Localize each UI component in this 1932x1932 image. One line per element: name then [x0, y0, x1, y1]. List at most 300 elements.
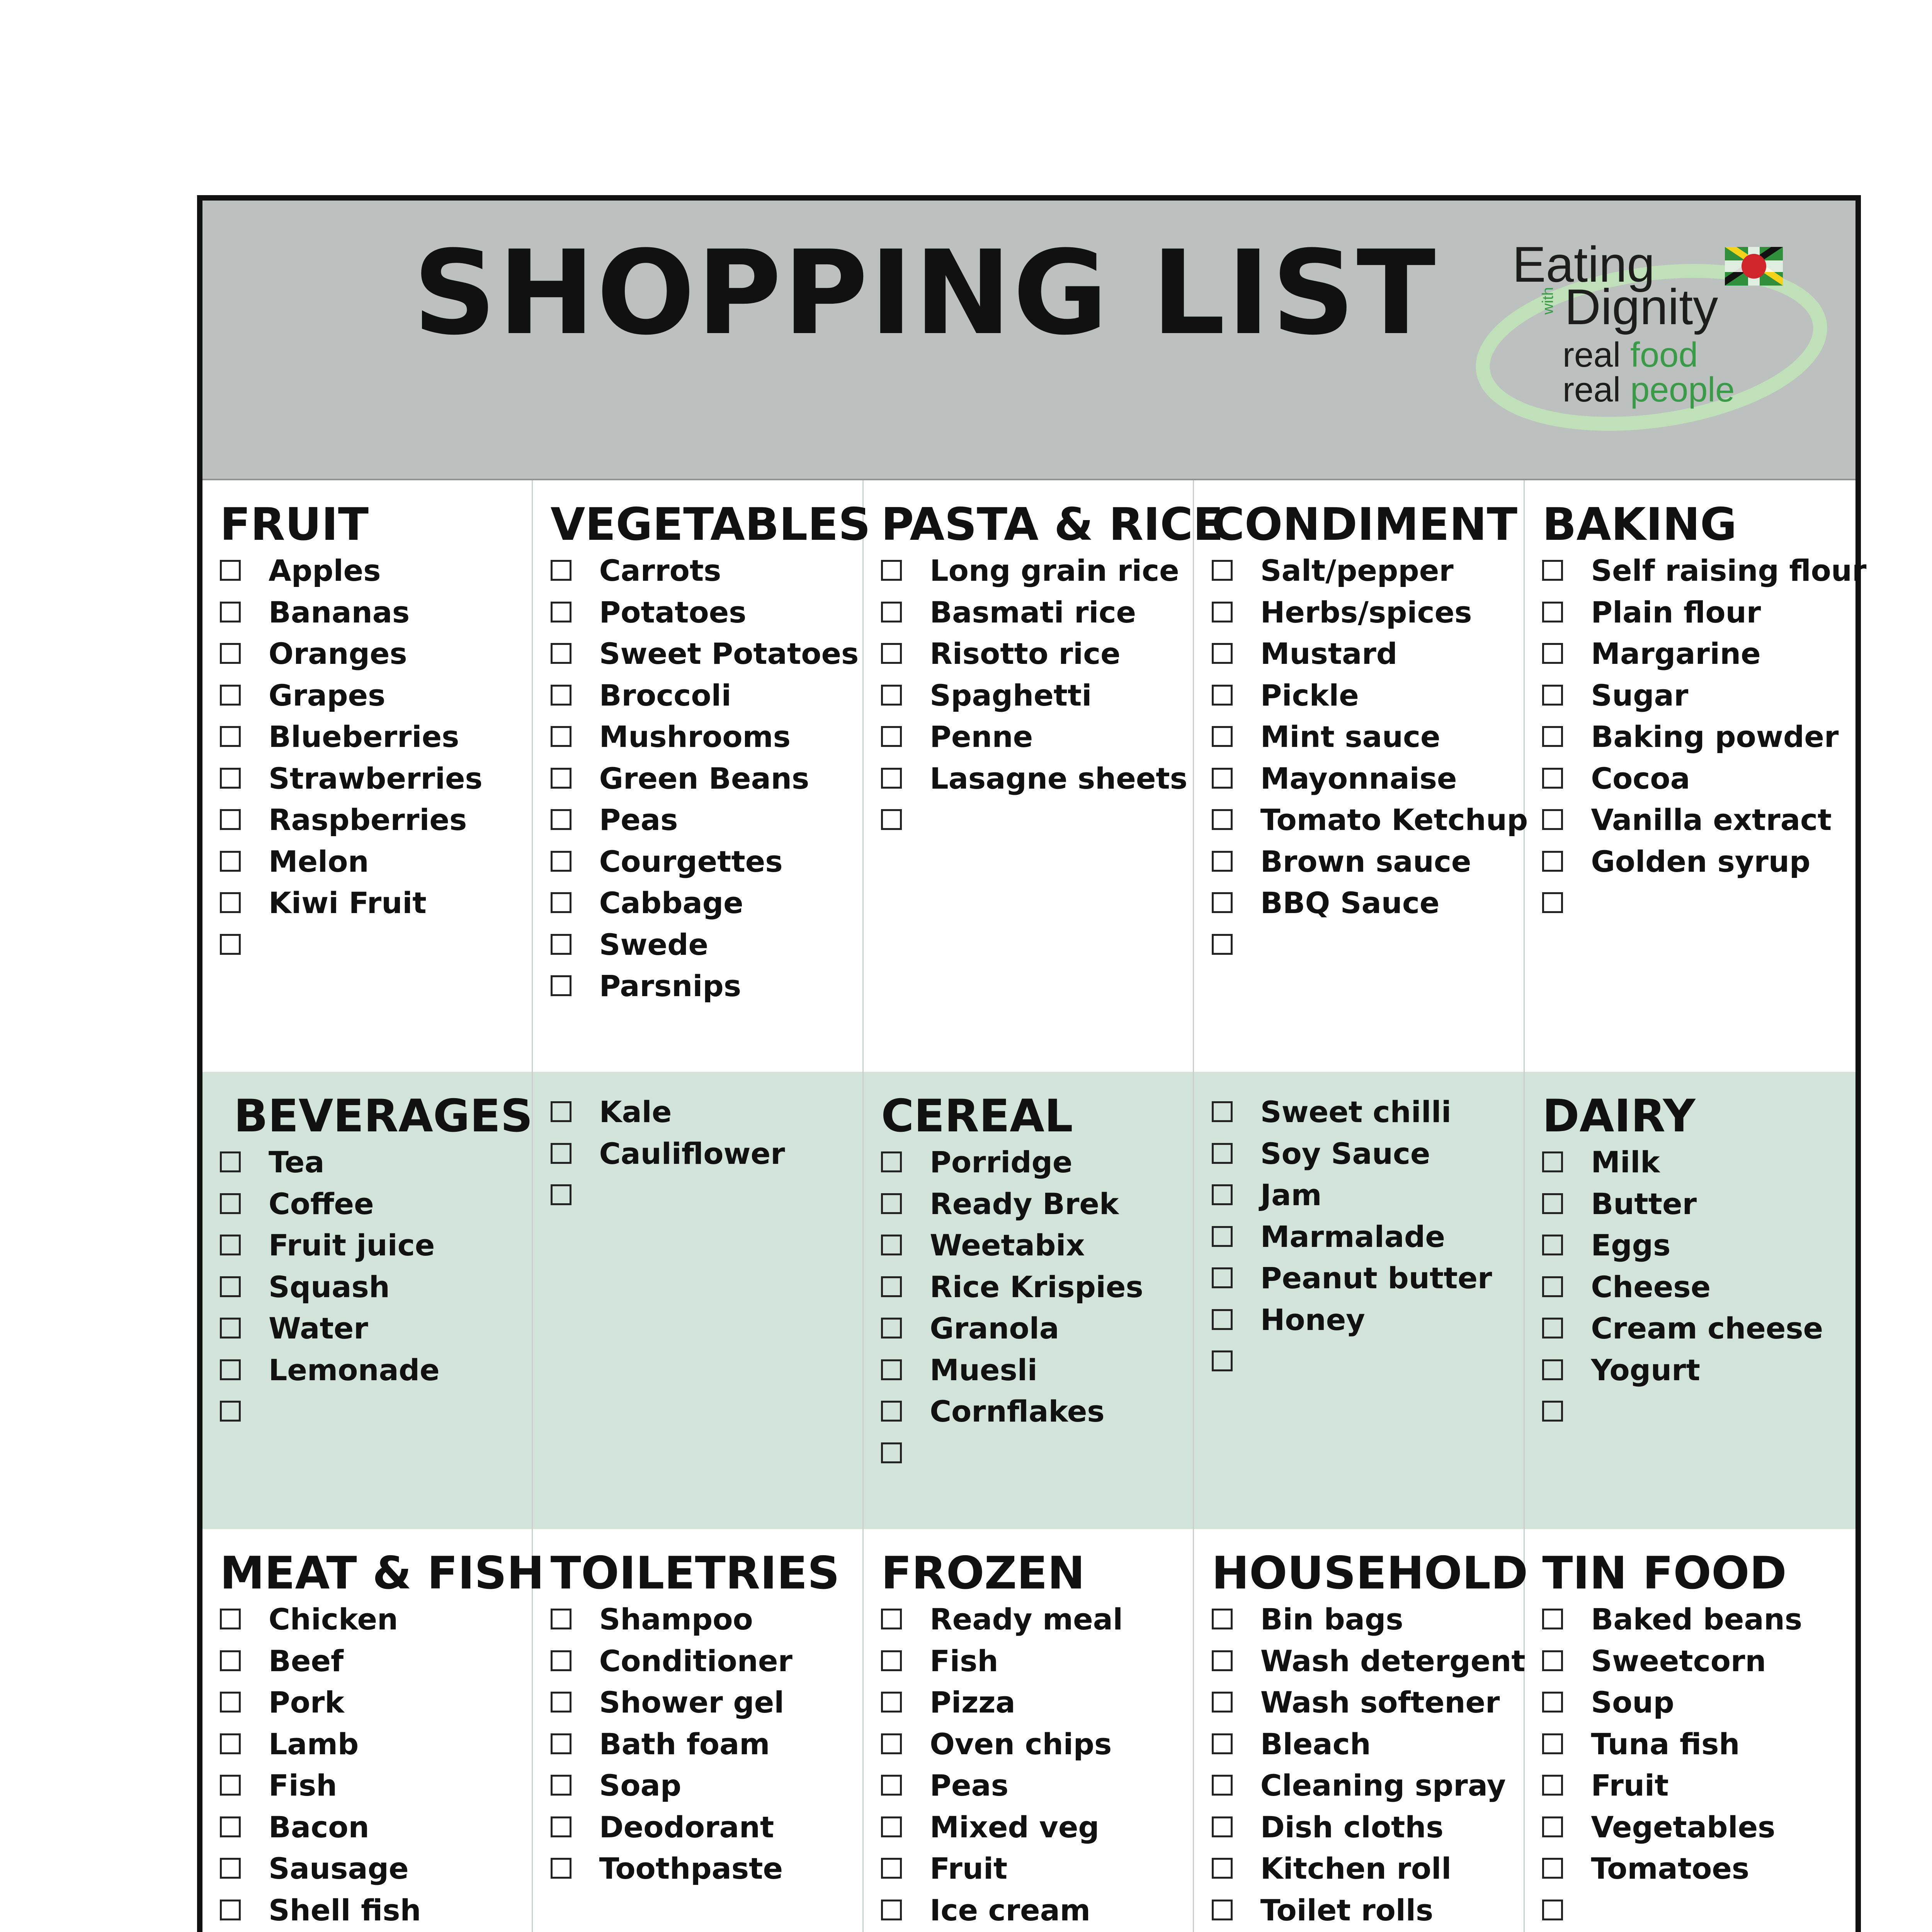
checkbox-icon[interactable] — [881, 1359, 902, 1380]
item-label: Green Beans — [599, 761, 810, 796]
list-item — [881, 592, 1193, 633]
checkbox-icon[interactable] — [551, 1858, 571, 1879]
list-item — [1212, 1765, 1524, 1806]
checkbox-icon[interactable] — [551, 1775, 571, 1796]
page-title: SHOPPING LIST — [413, 226, 1437, 361]
checkbox-icon[interactable] — [551, 975, 571, 996]
list-item — [1212, 675, 1524, 716]
checkbox-icon[interactable] — [881, 1858, 902, 1879]
logo-small-word: with — [1539, 287, 1556, 315]
checkbox-icon[interactable] — [1542, 1858, 1563, 1879]
list-item — [551, 1133, 862, 1175]
item-label: Butter — [1591, 1186, 1697, 1221]
checkbox-icon[interactable] — [551, 1184, 571, 1205]
item-label: Cabbage — [599, 886, 743, 920]
item-label: Baked beans — [1591, 1602, 1803, 1636]
checkbox-icon[interactable] — [1212, 643, 1233, 664]
logo-tagline-2: real people — [1563, 371, 1735, 409]
checkbox-icon[interactable] — [1542, 685, 1563, 706]
list-item — [220, 550, 532, 592]
list-item — [220, 1682, 532, 1723]
list-item — [220, 1848, 532, 1889]
list-item — [881, 675, 1193, 716]
item-label: Lemonade — [269, 1352, 440, 1387]
checkbox-icon[interactable] — [220, 1235, 241, 1255]
checkbox-icon[interactable] — [881, 726, 902, 747]
checkbox-icon[interactable] — [551, 1816, 571, 1837]
checkbox-icon[interactable] — [1542, 1775, 1563, 1796]
list-item — [551, 550, 862, 592]
checkbox-icon[interactable] — [220, 1692, 241, 1713]
category-continued — [1194, 1072, 1525, 1529]
item-label: Tomato Ketchup — [1260, 803, 1528, 837]
item-label: Muesli — [930, 1352, 1037, 1387]
checkbox-icon[interactable] — [881, 1276, 902, 1297]
checkbox-icon[interactable] — [1542, 1401, 1563, 1422]
checkbox-icon[interactable] — [1542, 1151, 1563, 1172]
list-item — [1542, 675, 1855, 716]
item-label: Bleach — [1260, 1726, 1371, 1761]
checkbox-icon[interactable] — [1542, 1276, 1563, 1297]
list-item — [881, 633, 1193, 675]
checkbox-icon[interactable] — [881, 809, 902, 830]
list-item — [881, 1599, 1193, 1640]
list-item — [881, 1141, 1193, 1183]
checkbox-icon[interactable] — [1212, 809, 1233, 830]
list-item — [220, 882, 532, 924]
checkbox-icon[interactable] — [220, 1318, 241, 1338]
item-label: Sweet chilli — [1260, 1095, 1451, 1129]
list-item — [1542, 1308, 1855, 1349]
item-label: Mushrooms — [599, 719, 791, 754]
checkbox-icon[interactable] — [1212, 892, 1233, 913]
checkbox-icon[interactable] — [220, 685, 241, 706]
checkbox-icon[interactable] — [1212, 1101, 1233, 1122]
checkbox-icon[interactable] — [881, 1650, 902, 1671]
list-item — [1542, 633, 1855, 675]
category-dairy — [1525, 1072, 1855, 1529]
list-item — [1542, 592, 1855, 633]
item-label: Bath foam — [599, 1726, 770, 1761]
item-label: Herbs/spices — [1260, 595, 1472, 629]
checkbox-icon[interactable] — [881, 1900, 902, 1920]
checkbox-icon[interactable] — [1212, 1900, 1233, 1920]
item-label: Deodorant — [599, 1810, 774, 1844]
checkbox-icon[interactable] — [1212, 1816, 1233, 1837]
list-item — [551, 1765, 862, 1806]
item-label: Peanut butter — [1260, 1261, 1492, 1295]
item-label: Wash detergent — [1260, 1643, 1526, 1678]
checkbox-icon[interactable] — [1212, 1267, 1233, 1288]
checkbox-icon[interactable] — [551, 1609, 571, 1629]
item-label: Peas — [599, 803, 678, 837]
checkbox-icon[interactable] — [1212, 1775, 1233, 1796]
checkbox-icon[interactable] — [881, 1235, 902, 1255]
item-label: Plain flour — [1591, 595, 1761, 629]
list-item — [220, 758, 532, 799]
checkbox-icon[interactable] — [551, 1692, 571, 1713]
checkbox-icon[interactable] — [1212, 560, 1233, 581]
checkbox-icon[interactable] — [220, 1733, 241, 1754]
checkbox-icon[interactable] — [1212, 851, 1233, 872]
item-label: Cauliflower — [599, 1136, 785, 1171]
list-item — [1542, 799, 1855, 841]
item-label: Ready meal — [930, 1602, 1123, 1636]
item-label: Apples — [269, 553, 381, 588]
list-item — [220, 841, 532, 883]
item-label: Kale — [599, 1095, 672, 1129]
checkbox-icon[interactable] — [881, 1401, 902, 1422]
list-item — [881, 1765, 1193, 1806]
checkbox-icon[interactable] — [220, 602, 241, 622]
checkbox-icon[interactable] — [551, 1143, 571, 1164]
category-title: VEGETABLES — [550, 498, 871, 551]
checkbox-icon[interactable] — [220, 643, 241, 664]
item-label: Grapes — [269, 678, 386, 713]
checkbox-icon[interactable] — [551, 934, 571, 955]
checkbox-icon[interactable] — [881, 1692, 902, 1713]
item-label: Jam — [1260, 1178, 1322, 1212]
checkbox-icon[interactable] — [1212, 1184, 1233, 1205]
item-list — [220, 1599, 532, 1931]
checkbox-icon[interactable] — [1212, 726, 1233, 747]
category-title: TOILETRIES — [550, 1547, 840, 1599]
category-household — [1194, 1529, 1528, 1932]
category-row — [202, 1072, 1855, 1529]
item-label: Broccoli — [599, 678, 731, 713]
item-label: Golden syrup — [1591, 844, 1811, 879]
checkbox-icon[interactable] — [881, 560, 902, 581]
list-item — [220, 716, 532, 758]
list-item — [1542, 841, 1855, 883]
checkbox-icon[interactable] — [1542, 1359, 1563, 1380]
list-item — [220, 675, 532, 716]
list-item — [881, 1266, 1193, 1308]
list-item — [1212, 1806, 1524, 1848]
checkbox-icon[interactable] — [220, 1650, 241, 1671]
item-label: Strawberries — [269, 761, 483, 796]
item-label: Fruit — [930, 1851, 1008, 1886]
item-label: Lamb — [269, 1726, 359, 1761]
checkbox-icon[interactable] — [1542, 1816, 1563, 1837]
item-label: Shampoo — [599, 1602, 753, 1636]
checkbox-icon[interactable] — [1542, 1609, 1563, 1629]
checkbox-icon[interactable] — [881, 1318, 902, 1338]
item-list — [881, 550, 1193, 799]
category-title: DAIRY — [1542, 1090, 1696, 1142]
item-label: Kiwi Fruit — [269, 886, 427, 920]
list-item — [1212, 1723, 1524, 1765]
item-label: Cleaning spray — [1260, 1768, 1506, 1803]
checkbox-icon[interactable] — [220, 726, 241, 747]
list-item — [220, 1765, 532, 1806]
checkbox-icon[interactable] — [1542, 768, 1563, 789]
list-item — [1212, 882, 1524, 924]
item-list — [220, 1141, 532, 1391]
checkbox-icon[interactable] — [1212, 1650, 1233, 1671]
checkbox-icon[interactable] — [1542, 726, 1563, 747]
checkbox-icon[interactable] — [1212, 685, 1233, 706]
list-item — [1212, 1299, 1524, 1341]
list-item — [1542, 1183, 1855, 1225]
checkbox-icon[interactable] — [551, 685, 571, 706]
checkbox-icon[interactable] — [551, 726, 571, 747]
category-title: PASTA & RICE — [881, 498, 1224, 551]
item-label: Margarine — [1591, 636, 1761, 671]
checkbox-icon[interactable] — [881, 643, 902, 664]
item-label: Rice Krispies — [930, 1269, 1143, 1304]
item-label: Penne — [930, 719, 1033, 754]
checkbox-icon[interactable] — [220, 1151, 241, 1172]
item-list — [881, 1141, 1193, 1432]
list-item — [1542, 550, 1867, 592]
checkbox-icon[interactable] — [551, 892, 571, 913]
list-item — [551, 1640, 862, 1682]
item-label: Bacon — [269, 1810, 369, 1844]
checkbox-icon[interactable] — [1542, 1235, 1563, 1255]
checkbox-icon[interactable] — [1542, 1318, 1563, 1338]
checkbox-icon[interactable] — [881, 685, 902, 706]
category-vegetables — [533, 480, 871, 1072]
list-item — [551, 799, 862, 841]
list-item — [1542, 758, 1855, 799]
checkbox-icon[interactable] — [551, 1650, 571, 1671]
category-title: CEREAL — [881, 1090, 1073, 1142]
checkbox-icon[interactable] — [551, 602, 571, 622]
checkbox-icon[interactable] — [1542, 809, 1563, 830]
checkbox-icon[interactable] — [881, 602, 902, 622]
item-label: Milk — [1591, 1145, 1660, 1179]
item-label: Toothpaste — [599, 1851, 783, 1886]
checkbox-icon[interactable] — [220, 1816, 241, 1837]
item-label: Weetabix — [930, 1228, 1085, 1262]
item-label: Tomatoes — [1591, 1851, 1750, 1886]
category-title: BAKING — [1542, 498, 1737, 551]
list-item — [220, 1141, 532, 1183]
checkbox-icon[interactable] — [1212, 1609, 1233, 1629]
category-title: TIN FOOD — [1542, 1547, 1787, 1599]
checkbox-icon[interactable] — [551, 560, 571, 581]
item-label: Carrots — [599, 553, 721, 588]
item-list — [1542, 550, 1867, 882]
list-item — [551, 716, 862, 758]
category-fruit — [202, 480, 533, 1072]
checkbox-icon[interactable] — [1542, 1692, 1563, 1713]
list-item — [551, 1848, 862, 1889]
checkbox-icon[interactable] — [881, 1609, 902, 1629]
checkbox-icon[interactable] — [220, 809, 241, 830]
checkbox-icon[interactable] — [1212, 602, 1233, 622]
item-label: Ice cream — [930, 1893, 1091, 1927]
item-label: Peas — [930, 1768, 1009, 1803]
item-label: Cornflakes — [930, 1394, 1105, 1429]
checkbox-icon[interactable] — [881, 768, 902, 789]
list-item — [1542, 1640, 1855, 1682]
list-item — [1212, 1848, 1524, 1889]
checkbox-icon[interactable] — [1212, 1350, 1233, 1371]
checkbox-icon[interactable] — [220, 1775, 241, 1796]
checkbox-icon[interactable] — [220, 560, 241, 581]
list-item — [551, 1682, 862, 1723]
checkbox-icon[interactable] — [1212, 1309, 1233, 1330]
checkbox-icon[interactable] — [551, 851, 571, 872]
category-row — [202, 480, 1867, 1072]
list-item — [1212, 633, 1524, 675]
shopping-list-sheet — [197, 195, 1867, 1932]
category-row — [202, 1529, 1855, 1932]
item-label: Shower gel — [599, 1685, 784, 1719]
checkbox-icon[interactable] — [881, 1775, 902, 1796]
item-label: Porridge — [930, 1145, 1073, 1179]
checkbox-icon[interactable] — [1212, 768, 1233, 789]
list-item — [1542, 1765, 1855, 1806]
checkbox-icon[interactable] — [1542, 1733, 1563, 1754]
list-item — [881, 1391, 1193, 1432]
checkbox-icon[interactable] — [881, 1442, 902, 1463]
list-item — [1542, 1682, 1855, 1723]
list-item — [1542, 1806, 1855, 1848]
checkbox-icon[interactable] — [220, 1276, 241, 1297]
list-item — [1212, 1216, 1524, 1258]
item-label: Tuna fish — [1591, 1726, 1740, 1761]
list-item — [1212, 592, 1524, 633]
checkbox-icon[interactable] — [881, 1193, 902, 1214]
checkbox-icon[interactable] — [1542, 602, 1563, 622]
checkbox-icon[interactable] — [220, 892, 241, 913]
checkbox-icon[interactable] — [1212, 1733, 1233, 1754]
list-item — [1212, 841, 1524, 883]
list-item — [1542, 716, 1855, 758]
item-label: Fish — [930, 1643, 998, 1678]
item-list — [1542, 1141, 1855, 1391]
checkbox-icon[interactable] — [1212, 1692, 1233, 1713]
item-label: Honey — [1260, 1302, 1365, 1337]
item-label: Mayonnaise — [1260, 761, 1457, 796]
list-item — [220, 799, 532, 841]
checkbox-icon[interactable] — [551, 768, 571, 789]
checkbox-icon[interactable] — [1542, 643, 1563, 664]
list-item — [220, 1349, 532, 1391]
list-item — [220, 592, 532, 633]
checkbox-icon[interactable] — [220, 934, 241, 955]
category-meat-fish — [202, 1529, 544, 1932]
checkbox-icon[interactable] — [1542, 1900, 1563, 1920]
checkbox-icon[interactable] — [220, 768, 241, 789]
item-label: Melon — [269, 844, 369, 879]
checkbox-icon[interactable] — [881, 1733, 902, 1754]
list-item — [1542, 1266, 1855, 1308]
list-item — [1212, 550, 1524, 592]
item-label: Risotto rice — [930, 636, 1121, 671]
checkbox-icon[interactable] — [1542, 560, 1563, 581]
category-pasta-rice — [864, 480, 1224, 1072]
item-label: Soap — [599, 1768, 682, 1803]
checkbox-icon[interactable] — [1542, 851, 1563, 872]
item-label: Water — [269, 1311, 368, 1345]
checkbox-icon[interactable] — [1542, 892, 1563, 913]
list-item — [551, 675, 862, 716]
item-label: Coffee — [269, 1186, 374, 1221]
checkbox-icon[interactable] — [1212, 1858, 1233, 1879]
checkbox-icon[interactable] — [220, 1609, 241, 1629]
list-item — [881, 1225, 1193, 1266]
list-item — [1212, 1133, 1524, 1175]
list-item — [881, 1848, 1193, 1889]
checkbox-icon[interactable] — [220, 851, 241, 872]
category-baking — [1525, 480, 1867, 1072]
item-label: Cocoa — [1591, 761, 1690, 796]
item-label: Fish — [269, 1768, 337, 1803]
list-item — [1212, 758, 1524, 799]
checkbox-icon[interactable] — [1212, 1226, 1233, 1247]
checkbox-icon[interactable] — [881, 1151, 902, 1172]
item-label: Parsnips — [599, 969, 742, 1003]
category-condiment — [1194, 480, 1528, 1072]
checkbox-icon[interactable] — [220, 1401, 241, 1422]
list-item — [220, 1225, 532, 1266]
item-label: Baking powder — [1591, 719, 1839, 754]
list-item — [220, 633, 532, 675]
list-item — [881, 1889, 1193, 1931]
item-label: Salt/pepper — [1260, 553, 1454, 588]
item-label: Soup — [1591, 1685, 1674, 1719]
item-label: Granola — [930, 1311, 1059, 1345]
checkbox-icon[interactable] — [220, 1359, 241, 1380]
list-item — [551, 633, 862, 675]
checkbox-icon[interactable] — [220, 1193, 241, 1214]
list-item — [1212, 716, 1524, 758]
checkbox-icon[interactable] — [1542, 1650, 1563, 1671]
list-item — [220, 1183, 532, 1225]
item-label: Self raising flour — [1591, 553, 1867, 588]
category-title: BEVERAGES — [234, 1090, 533, 1142]
item-label: Oven chips — [930, 1726, 1112, 1761]
item-label: Pickle — [1260, 678, 1359, 713]
checkbox-icon[interactable] — [220, 1858, 241, 1879]
item-label: Eggs — [1591, 1228, 1671, 1262]
list-item — [220, 1599, 532, 1640]
checkbox-icon[interactable] — [1542, 1193, 1563, 1214]
item-list — [551, 550, 862, 1007]
list-item — [220, 1640, 532, 1682]
list-item — [551, 592, 862, 633]
checkbox-icon[interactable] — [551, 1101, 571, 1122]
checkbox-icon[interactable] — [1212, 934, 1233, 955]
checkbox-icon[interactable] — [220, 1900, 241, 1920]
item-label: Basmati rice — [930, 595, 1136, 629]
item-label: Swede — [599, 927, 709, 962]
list-item — [881, 758, 1193, 799]
list-item — [551, 965, 862, 1007]
checkbox-icon[interactable] — [551, 1733, 571, 1754]
checkbox-icon[interactable] — [551, 809, 571, 830]
item-list — [551, 1599, 862, 1889]
item-label: Fruit juice — [269, 1228, 435, 1262]
list-item — [1212, 799, 1528, 841]
item-label: Yogurt — [1591, 1352, 1700, 1387]
category-title: MEAT & FISH — [220, 1547, 544, 1599]
list-item — [1212, 1257, 1524, 1299]
checkbox-icon[interactable] — [1212, 1143, 1233, 1164]
checkbox-icon[interactable] — [551, 643, 571, 664]
checkbox-icon[interactable] — [881, 1816, 902, 1837]
item-label: Cheese — [1591, 1269, 1711, 1304]
list-item — [1212, 1599, 1524, 1640]
list-item — [1542, 1723, 1855, 1765]
list-item — [881, 1349, 1193, 1391]
logo-line1: Eating — [1512, 236, 1655, 293]
list-item — [551, 882, 862, 924]
